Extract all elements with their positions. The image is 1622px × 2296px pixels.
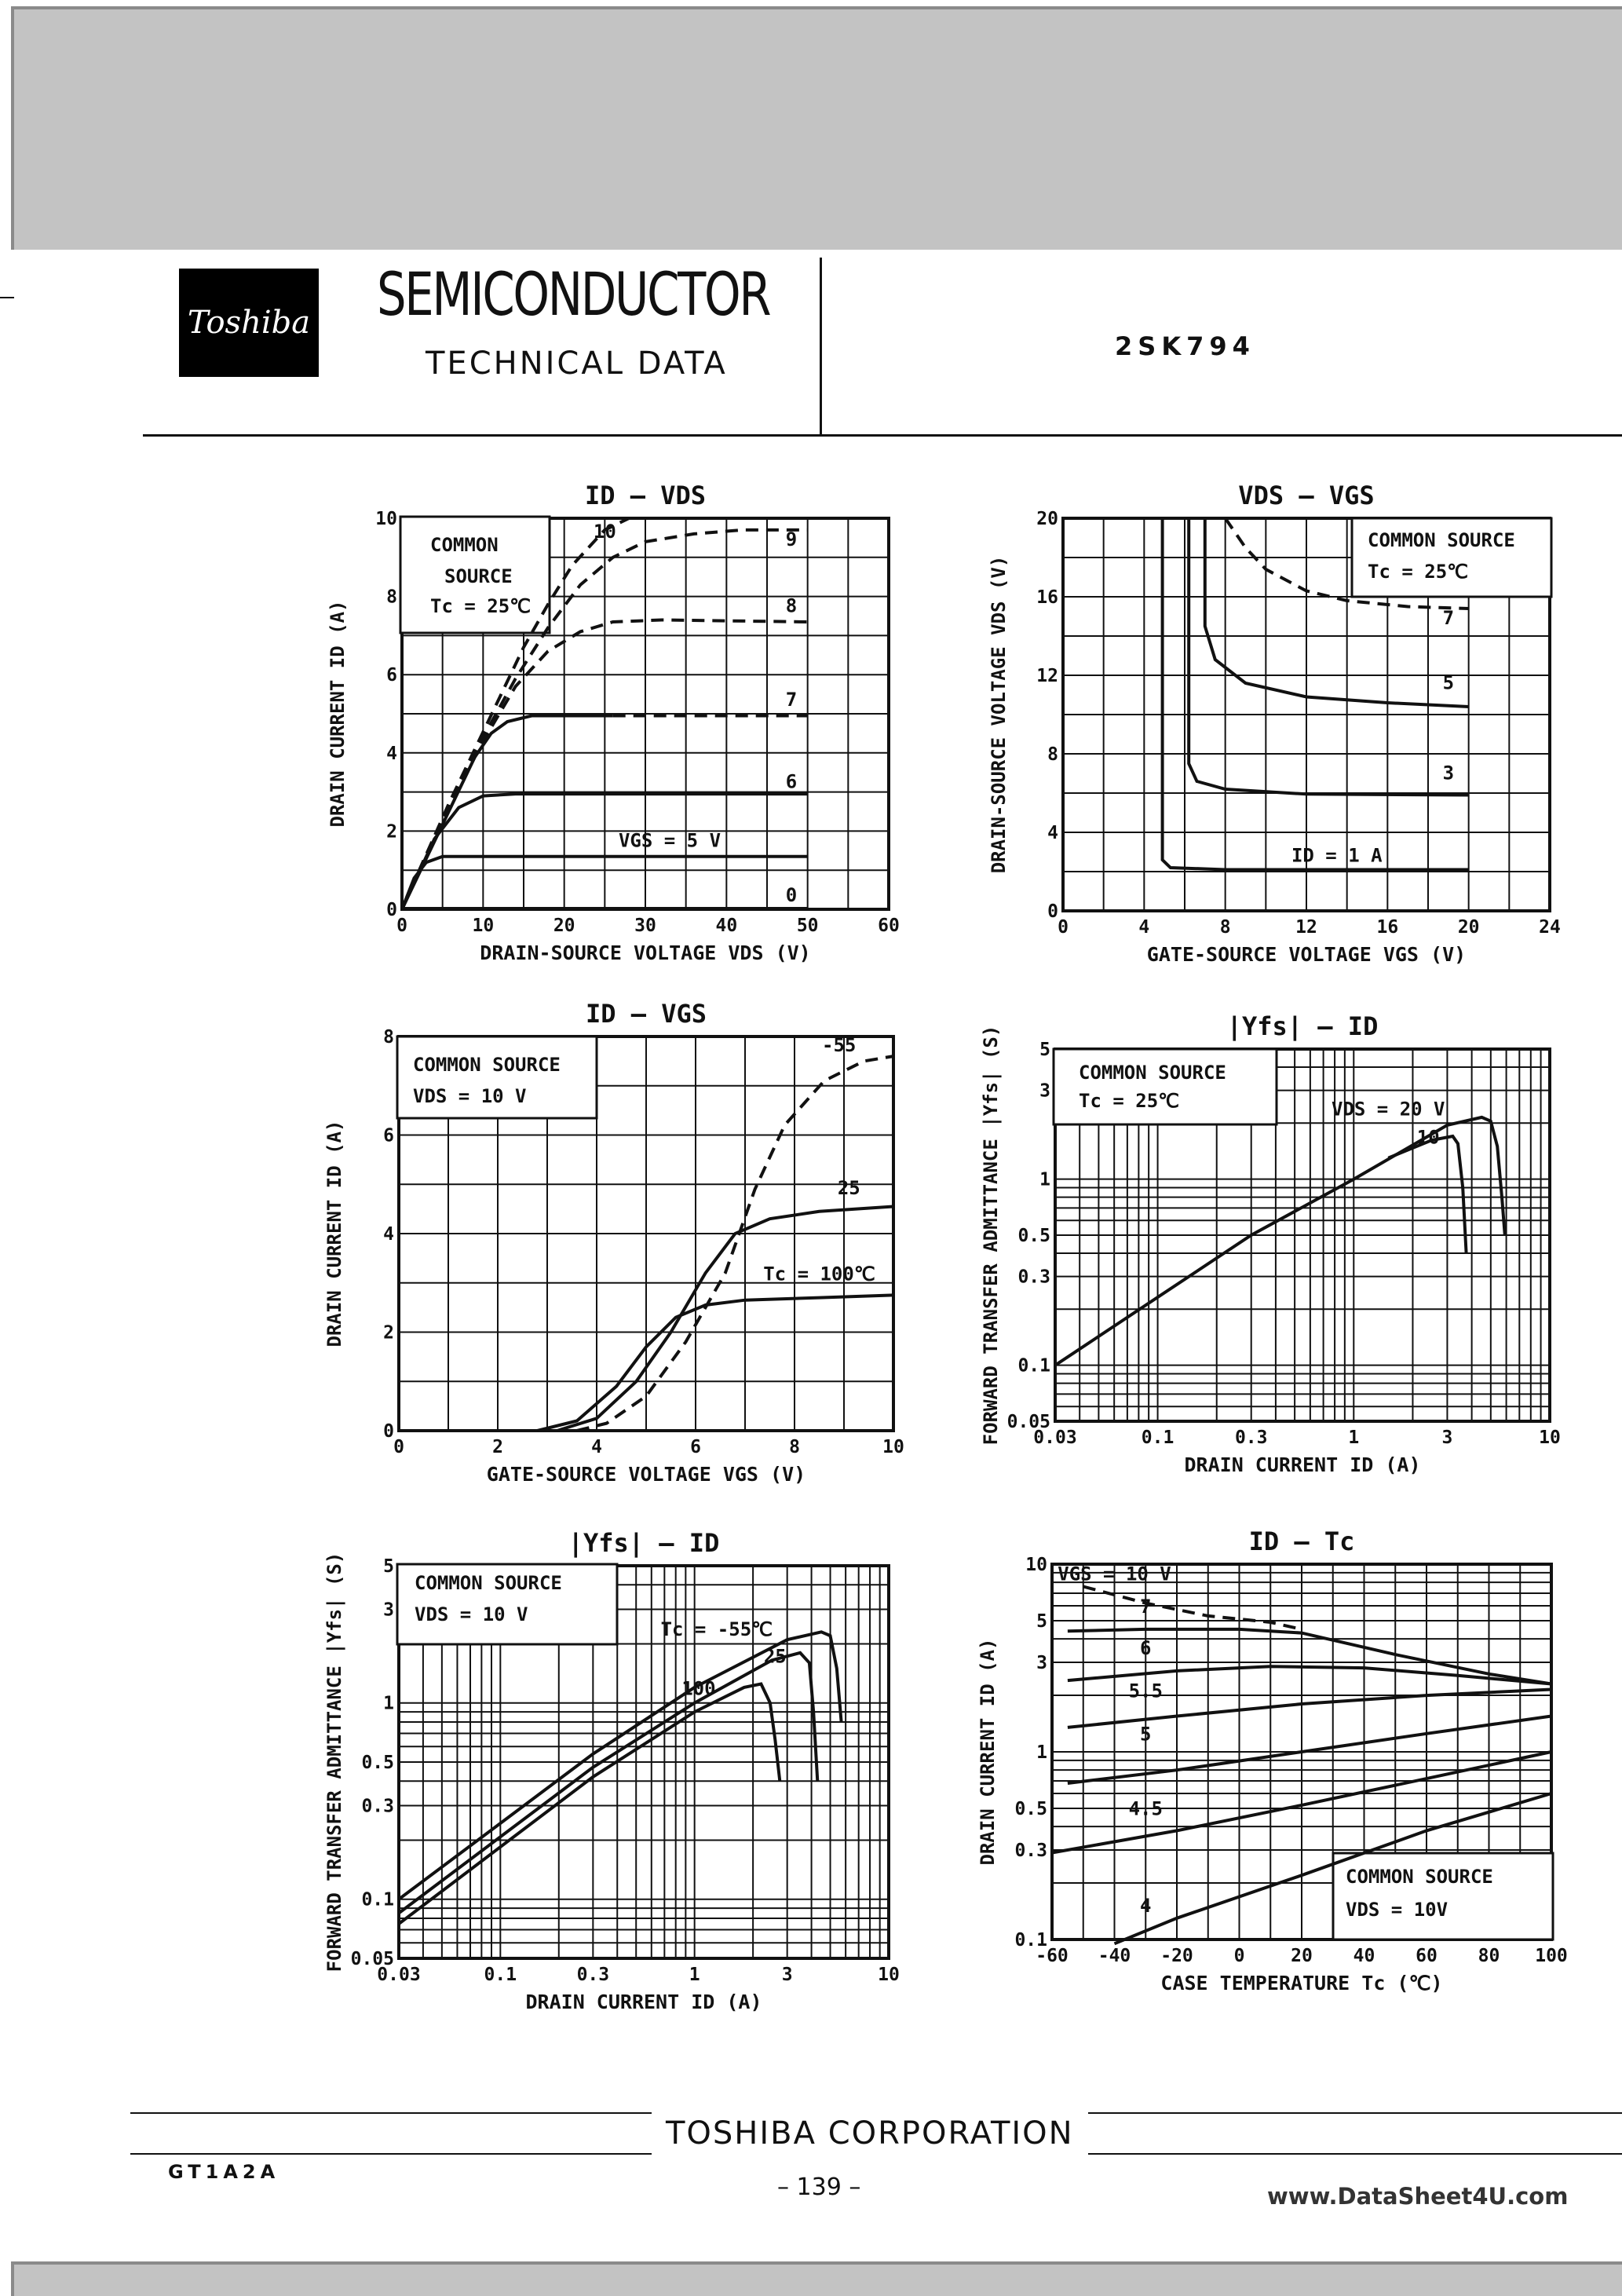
y-tick-label: 0.5 [1017, 1226, 1050, 1246]
y-tick-label: 4 [386, 743, 397, 764]
chart-id-vgs [323, 999, 904, 1486]
y-tick-label: 0.05 [1006, 1412, 1050, 1432]
y-tick-label: 2 [383, 1322, 394, 1344]
y-tick-label: 6 [383, 1125, 394, 1146]
y-tick-label: 3 [1036, 1652, 1047, 1673]
annotation-text: Tc = 25℃ [1368, 561, 1469, 583]
y-tick-label: 0.1 [1014, 1930, 1047, 1951]
y-axis-label: DRAIN CURRENT ID (A) [323, 1120, 345, 1347]
y-axis-label: DRAIN-SOURCE VOLTAGE VDS (V) [988, 555, 1010, 874]
x-tick-label: 10 [472, 916, 495, 936]
annotation-text: VDS = 10 V [413, 1085, 527, 1107]
y-tick-label: 10 [375, 509, 397, 529]
series-label-3: 5.5 [1128, 1680, 1163, 1702]
series-label-2: 3 [1442, 762, 1455, 784]
series-label-1: 9 [785, 528, 798, 550]
logo-text: Toshiba [187, 305, 311, 341]
x-tick-label: 4 [1138, 917, 1150, 938]
x-axis-label: DRAIN CURRENT ID (A) [1184, 1453, 1421, 1476]
y-tick-label: 0.3 [361, 1796, 394, 1817]
y-axis-label: FORWARD TRANSFER ADMITTANCE |Yfs| (S) [323, 1552, 345, 1972]
y-tick-label: 12 [1036, 666, 1058, 686]
y-tick-label: 3 [383, 1600, 394, 1621]
y-tick-label: 2 [386, 821, 397, 843]
x-tick-label: 0 [1233, 1946, 1245, 1966]
series-label-0: -55 [822, 1033, 857, 1056]
x-tick-label: -20 [1160, 1946, 1193, 1966]
y-tick-label: 10 [1025, 1555, 1047, 1575]
y-tick-label: 0 [386, 900, 397, 920]
chart-id-vds [327, 481, 900, 964]
x-tick-label: 100 [1535, 1946, 1568, 1966]
x-tick-label: 2 [492, 1437, 503, 1457]
x-tick-label: 0 [1058, 917, 1069, 938]
chart-title: ID – Tc [1248, 1526, 1355, 1556]
series-label-1: 25 [837, 1176, 860, 1199]
y-tick-label: 8 [1047, 744, 1058, 765]
y-axis-label: FORWARD TRANSFER ADMITTANCE |Yfs| (S) [980, 1025, 1002, 1446]
annotation-text: COMMON SOURCE [1368, 529, 1515, 551]
y-tick-label: 5 [1039, 1040, 1050, 1060]
x-tick-label: 24 [1539, 917, 1561, 938]
annotation-box [1054, 1049, 1277, 1124]
footer-rule-left-bottom [130, 2153, 652, 2155]
series-label-1: 5 [1442, 671, 1455, 694]
series-label-0: Tc = -55℃ [660, 1618, 773, 1641]
x-tick-label: 20 [1291, 1946, 1313, 1966]
x-tick-label: 8 [789, 1437, 800, 1457]
series-label-0: 7 [1442, 607, 1455, 629]
y-tick-label: 16 [1036, 587, 1058, 608]
x-tick-label: 80 [1478, 1946, 1500, 1966]
x-tick-label: 0 [396, 916, 407, 936]
series-label-2: Tc = 100℃ [763, 1263, 875, 1285]
y-tick-label: 5 [1036, 1610, 1047, 1632]
x-tick-label: 8 [1219, 917, 1231, 938]
y-tick-label: 8 [386, 587, 397, 608]
x-axis-label: DRAIN-SOURCE VOLTAGE VDS (V) [480, 941, 811, 964]
y-tick-label: 0.3 [1017, 1267, 1050, 1288]
annotation-text: COMMON SOURCE [1346, 1866, 1493, 1888]
footer-rule-left-top [130, 2112, 652, 2114]
footer-rule-right-top [1088, 2112, 1622, 2114]
x-tick-label: 1 [689, 1965, 700, 1985]
x-axis-label: GATE-SOURCE VOLTAGE VGS (V) [486, 1463, 806, 1486]
header-subtitle: TECHNICAL DATA [426, 345, 728, 382]
series-line-2 [399, 1684, 780, 1925]
series-label-4: 5 [1140, 1723, 1152, 1746]
annotation-text: COMMON SOURCE [1079, 1062, 1226, 1084]
x-axis-label: CASE TEMPERATURE Tc (℃) [1160, 1972, 1443, 1994]
annotation-text: SOURCE [444, 565, 513, 587]
x-tick-label: 0.1 [484, 1965, 517, 1985]
y-axis-label: DRAIN CURRENT ID (A) [327, 600, 349, 828]
x-tick-label: 3 [1441, 1428, 1453, 1448]
y-tick-label: 0.05 [350, 1949, 394, 1969]
series-label-3: 7 [785, 689, 798, 711]
x-tick-label: 20 [553, 916, 575, 936]
annotation-text: COMMON SOURCE [413, 1054, 561, 1076]
series-line-0 [1055, 1117, 1505, 1366]
x-tick-label: 6 [690, 1437, 701, 1457]
series-label-3: ID = 1 A [1291, 844, 1383, 867]
chart-id-tc [977, 1526, 1568, 1994]
chart-title: VDS – VGS [1238, 481, 1375, 510]
series-label-5: 6 [785, 770, 798, 793]
x-tick-label: 4 [591, 1437, 602, 1457]
chart-title: |Yfs| – ID [568, 1528, 720, 1558]
series-label-1: 10 [1416, 1126, 1440, 1149]
y-tick-label: 5 [383, 1556, 394, 1577]
series-label-2: 8 [785, 594, 798, 617]
part-number: 2SK794 [1115, 331, 1255, 361]
footer-corporation: TOSHIBA CORPORATION [666, 2115, 1074, 2152]
series-label-0: VDS = 20 V [1332, 1098, 1445, 1121]
x-axis-label: GATE-SOURCE VOLTAGE VGS (V) [1146, 943, 1467, 966]
x-tick-label: 40 [1353, 1946, 1375, 1966]
series-label-1: 7 [1140, 1596, 1152, 1618]
y-tick-label: 4 [1047, 823, 1058, 843]
y-tick-label: 20 [1036, 509, 1058, 529]
x-tick-label: 10 [1539, 1428, 1561, 1448]
series-label-6: 4 [1140, 1895, 1152, 1918]
annotation-text: VDS = 10V [1346, 1899, 1448, 1921]
x-tick-label: 0.1 [1141, 1428, 1174, 1448]
x-tick-label: 30 [634, 916, 656, 936]
footer-doc-code: GT1A2A [168, 2161, 280, 2183]
x-tick-label: -60 [1036, 1946, 1069, 1966]
annotation-text: VDS = 10 V [415, 1603, 528, 1625]
y-tick-label: 0.1 [361, 1889, 394, 1910]
x-tick-label: 0.03 [377, 1965, 421, 1985]
x-tick-label: 12 [1295, 917, 1317, 938]
x-tick-label: 60 [1416, 1946, 1438, 1966]
x-tick-label: 50 [796, 916, 819, 936]
footer-website: www.DataSheet4U.com [1267, 2183, 1569, 2210]
series-label-6: VGS = 5 V [618, 829, 721, 852]
footer-page-number: – 139 – [777, 2174, 861, 2201]
series-line-1 [557, 1207, 893, 1431]
y-tick-label: 0 [1047, 901, 1058, 922]
x-tick-label: 0.3 [576, 1965, 610, 1985]
series-line-1 [399, 1653, 817, 1914]
annotation-text: COMMON [430, 534, 499, 556]
y-tick-label: 0 [383, 1421, 394, 1442]
y-tick-label: 0.5 [361, 1753, 394, 1773]
x-tick-label: 20 [1457, 917, 1480, 938]
y-tick-label: 0.3 [1014, 1840, 1047, 1861]
chart-title: ID – VGS [585, 999, 707, 1029]
x-tick-label: 0.3 [1234, 1428, 1268, 1448]
x-tick-label: 60 [878, 916, 900, 936]
chart-yfs-id-1 [980, 1011, 1561, 1476]
series-label-0: VGS = 10 V [1058, 1563, 1171, 1585]
x-tick-label: -40 [1098, 1946, 1131, 1966]
y-tick-label: 6 [386, 665, 397, 686]
chart-vds-vgs [988, 481, 1561, 966]
y-tick-label: 0.1 [1017, 1355, 1050, 1377]
x-tick-label: 10 [882, 1437, 904, 1457]
series-line-3 [402, 716, 613, 910]
y-tick-label: 1 [1039, 1169, 1050, 1190]
x-tick-label: 16 [1376, 917, 1399, 938]
y-tick-label: 4 [383, 1224, 394, 1245]
y-tick-label: 3 [1039, 1080, 1050, 1102]
series-label-1: 25 [763, 1645, 787, 1668]
header-title: SEMICONDUCTOR [377, 259, 770, 329]
footer-rule-right-bottom [1088, 2153, 1622, 2155]
series-label-5: 4.5 [1128, 1797, 1163, 1820]
x-tick-label: 10 [878, 1965, 900, 1985]
y-axis-label: DRAIN CURRENT ID (A) [977, 1638, 999, 1866]
series-label-2: 6 [1140, 1637, 1152, 1660]
chart-title: ID – VDS [584, 481, 707, 510]
bottom-gray-band [11, 2261, 1622, 2296]
y-tick-label: 8 [383, 1027, 394, 1047]
chart-yfs-id-2 [323, 1528, 900, 2013]
annotation-text: Tc = 25℃ [1079, 1090, 1180, 1112]
x-tick-label: 1 [1348, 1428, 1360, 1448]
y-tick-label: 1 [383, 1693, 394, 1714]
series-label-0: 10 [593, 520, 616, 543]
annotation-text: COMMON SOURCE [415, 1572, 562, 1594]
series-label-7: 0 [785, 884, 798, 907]
x-tick-label: 3 [781, 1965, 793, 1985]
series-line-2 [537, 1295, 893, 1431]
series-line-0 [399, 1632, 842, 1899]
series-label-2: 100 [681, 1677, 716, 1700]
y-tick-label: 1 [1036, 1742, 1047, 1763]
x-tick-label: 0.03 [1033, 1428, 1077, 1448]
y-tick-label: 0.5 [1014, 1798, 1047, 1819]
x-axis-label: DRAIN CURRENT ID (A) [525, 1991, 762, 2013]
x-tick-label: 40 [715, 916, 738, 936]
annotation-text: Tc = 25℃ [430, 595, 532, 617]
x-tick-label: 0 [393, 1437, 404, 1457]
chart-title: |Yfs| – ID [1226, 1011, 1379, 1041]
